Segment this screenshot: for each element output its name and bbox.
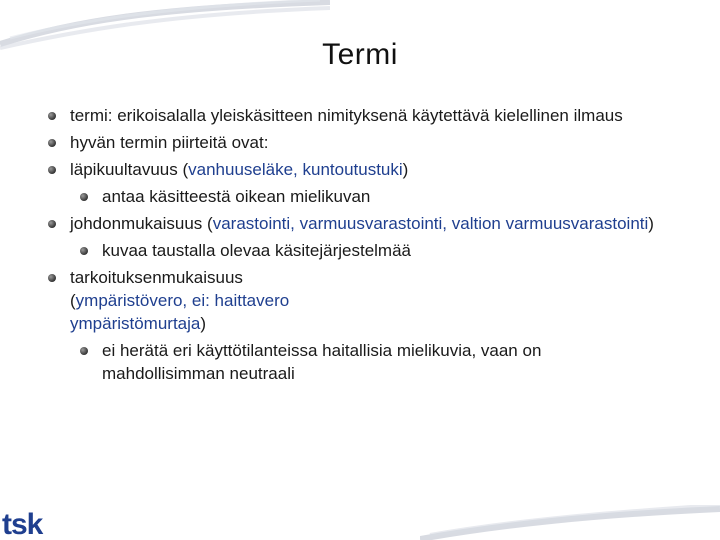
bullet-item (44, 266, 340, 335)
bullet-text: termi: erikoisalalla yleiskäsitteen nimityksenä käytettävä kielellinen ilmaus (70, 106, 623, 125)
decorative-swoosh-bottom (420, 505, 720, 540)
bullet-dot-icon (48, 166, 56, 174)
bullet-dot-icon (48, 274, 56, 282)
bullet-dot-icon (48, 139, 56, 147)
bullet-example: ympäristövero, ei: haittavero ympäristömurtaja (70, 291, 290, 333)
bullet-dot-icon (80, 347, 88, 355)
bullet-item (44, 131, 664, 154)
bullet-list (44, 104, 664, 389)
bullet-item (44, 212, 664, 235)
sub-bullet-item (76, 339, 664, 385)
bullet-text-suffix: ) (402, 160, 409, 179)
bullet-text-prefix: tarkoituksenmukaisuus ( (70, 268, 243, 310)
logo-text: tsk (2, 508, 43, 538)
bullet-text-suffix: ) (648, 214, 654, 233)
bullet-text-prefix: läpikuultavuus ( (70, 160, 189, 179)
slide-title: Termi (322, 38, 398, 71)
bullet-text-suffix: ) (200, 314, 207, 333)
bullet-text: ei herätä eri käyttötilanteissa haitallisia mielikuvia, vaan on mahdollisimman neutraali (102, 341, 542, 383)
bullet-dot-icon (48, 220, 56, 228)
sub-bullet-item (76, 239, 664, 262)
bullet-item (44, 104, 664, 127)
bullet-dot-icon (48, 112, 56, 120)
bullet-dot-icon (80, 193, 88, 201)
bullet-example: varastointi, varmuusvarastointi, valtion varmuusvarastointi (212, 214, 649, 233)
bullet-text: hyvän termin piirteitä ovat: (70, 133, 269, 152)
bullet-text-prefix: johdonmukaisuus ( (70, 214, 213, 233)
bullet-item (44, 158, 664, 181)
bullet-text: kuvaa taustalla olevaa käsitejärjestelmää (102, 241, 412, 260)
bullet-text: antaa käsitteestä oikean mielikuvan (102, 187, 371, 206)
tsk-logo (2, 508, 54, 538)
bullet-dot-icon (80, 247, 88, 255)
bullet-example: vanhuuseläke, kuntoutustuki (188, 160, 403, 179)
sub-bullet-item (76, 185, 664, 208)
